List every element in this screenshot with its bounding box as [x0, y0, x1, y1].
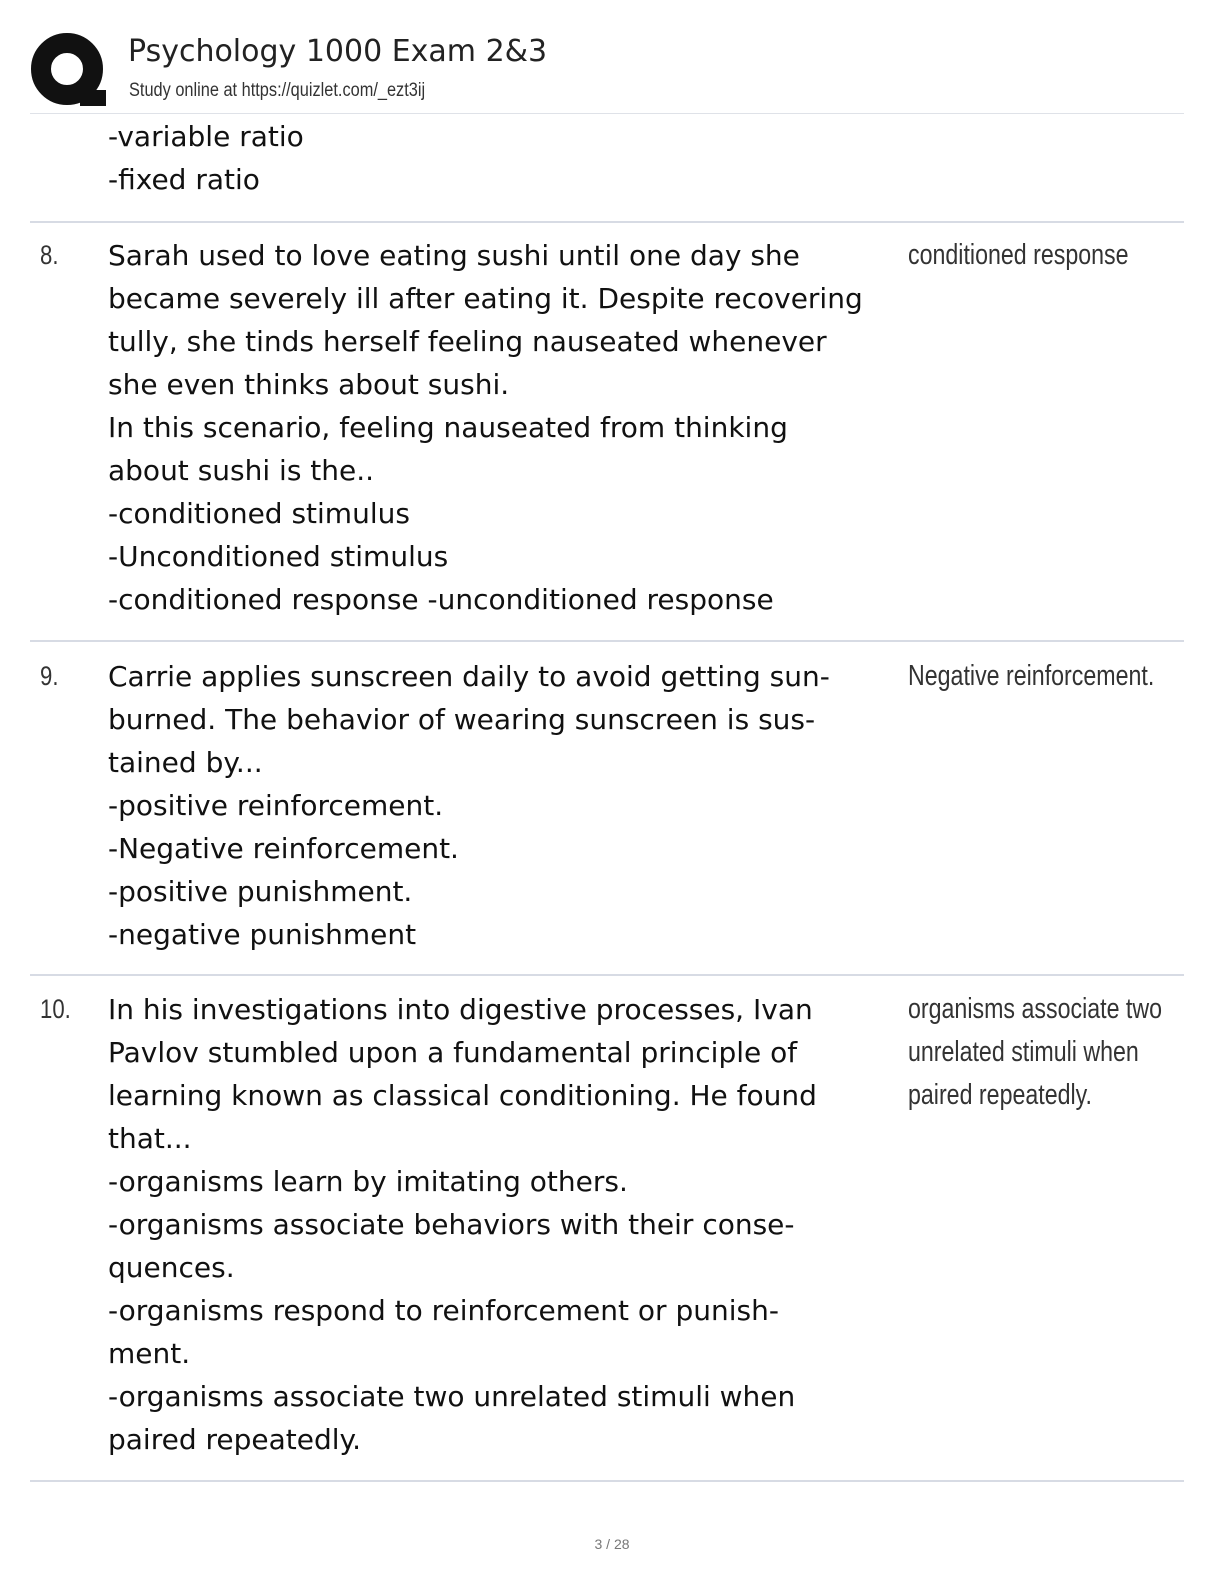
definition-line: Negative reinforcement. [908, 660, 1155, 692]
term-line: became severely ill after eating it. Despite recovering [108, 282, 863, 315]
card-definition [908, 988, 1208, 1117]
term-line: paired repeatedly. [108, 1423, 362, 1456]
quizlet-logo-icon [30, 32, 108, 110]
definition-line: unrelated stimuli when [908, 1036, 1139, 1068]
card-term [108, 988, 898, 1461]
card-divider [30, 974, 1184, 976]
card-definition [908, 655, 1208, 698]
card-definition [908, 234, 1208, 277]
card-divider [30, 1480, 1184, 1482]
term-line: she even thinks about sushi. [108, 368, 510, 401]
term-line: -organisms respond to reinforcement or punish- [108, 1294, 779, 1327]
term-line: about sushi is the.. [108, 454, 375, 487]
term-line: that... [108, 1122, 192, 1155]
term-line: -conditioned response -unconditioned response [108, 583, 774, 616]
definition-line: organisms associate two [908, 993, 1163, 1025]
term-line: -Negative reinforcement. [108, 832, 459, 865]
document-title: Psychology 1000 Exam 2&3 [128, 34, 548, 69]
study-link-text: Study online at https://quizlet.com/_ezt3ij [129, 80, 426, 101]
header-divider [30, 113, 1184, 114]
term-line: ment. [108, 1337, 191, 1370]
term-line: -negative punishment [108, 918, 417, 951]
term-line: quences. [108, 1251, 235, 1284]
card-divider [30, 640, 1184, 642]
term-line: In his investigations into digestive processes, Ivan [108, 993, 813, 1026]
definition-line: conditioned response [908, 239, 1129, 271]
definition-line: paired repeatedly. [908, 1079, 1093, 1111]
term-line: In this scenario, feeling nauseated from thinking [108, 411, 788, 444]
term-line: Carrie applies sunscreen daily to avoid getting sun- [108, 660, 830, 693]
term-line: -positive punishment. [108, 875, 413, 908]
continued-term-text [108, 115, 898, 201]
term-line: Sarah used to love eating sushi until one day she [108, 239, 800, 272]
card-term [108, 234, 898, 621]
term-line: -Unconditioned stimulus [108, 540, 449, 573]
page-header [30, 28, 1184, 114]
card-divider [30, 221, 1184, 223]
term-line: -organisms associate two unrelated stimuli when [108, 1380, 796, 1413]
term-line: -fixed ratio [108, 163, 260, 196]
term-line: -organisms learn by imitating others. [108, 1165, 628, 1198]
term-line: tully, she tinds herself feeling nauseated whenever [108, 325, 827, 358]
term-line: -organisms associate behaviors with their conse- [108, 1208, 795, 1241]
card-number: 8. [40, 240, 59, 270]
card-term [108, 655, 898, 956]
card-number: 9. [40, 661, 59, 691]
card-number: 10. [40, 994, 71, 1024]
term-line: -variable ratio [108, 120, 304, 153]
page-indicator: 3 / 28 [594, 1536, 630, 1552]
term-line: learning known as classical conditioning. He found [108, 1079, 817, 1112]
term-line: burned. The behavior of wearing sunscreen is sus- [108, 703, 816, 736]
term-line: Pavlov stumbled upon a fundamental principle of [108, 1036, 798, 1069]
term-line: tained by... [108, 746, 263, 779]
term-line: -conditioned stimulus [108, 497, 410, 530]
term-line: -positive reinforcement. [108, 789, 444, 822]
